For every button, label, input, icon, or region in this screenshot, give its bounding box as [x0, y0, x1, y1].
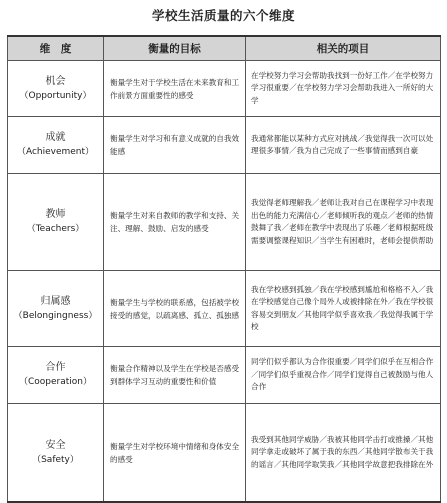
table-row	[8, 271, 441, 347]
header-dimension: 维 度	[8, 36, 104, 61]
dimension-name: 机会	[45, 75, 66, 87]
header-items: 相关的项目	[246, 36, 441, 61]
dimension-cell	[8, 61, 104, 117]
dimension-cell	[8, 347, 104, 404]
table-row	[8, 61, 441, 117]
table-row	[8, 347, 441, 404]
dimension-english: （Belongingness）	[13, 310, 98, 321]
header-row	[8, 36, 441, 61]
table-row	[8, 117, 441, 174]
dimension-english: （Teachers）	[26, 224, 85, 234]
goal-cell: 衡量学生对学习和有意义成就的自我效能感	[104, 117, 246, 174]
table-row	[8, 404, 441, 503]
dimension-english: （Achievement）	[16, 147, 95, 157]
items-cell: 我觉得老师理解我／老师让我对自己在课程学习中表现出色的能力充满信心／老师倾听我的观点／老师的热情鼓舞了我／老师在教学中表现出了乐趣／老师根据班级需要调整课程知识／当学生有困难时，老师会提供帮助	[246, 174, 441, 271]
dimension-name: 归属感	[40, 295, 71, 307]
items-cell: 同学们似乎都认为合作很重要／同学们似乎在互相合作／同学们似乎重视合作／同学们觉得自己被鼓励与他人合作	[246, 347, 441, 404]
dimension-name: 教师	[45, 209, 66, 220]
dimension-english: （Cooperation）	[18, 377, 92, 387]
goal-cell: 衡量学生对来自教师的教学和支持、关注、理解、鼓励、启发的感受	[104, 174, 246, 271]
items-cell: 我受到其他同学威胁／我被其他同学击打或推搡／其他同学拿走或破坏了属于我的东西／其他同学散布关于我的谣言／其他同学取笑我／其他同学故意把我排除在外	[246, 404, 441, 503]
dimension-english: （Safety）	[32, 454, 79, 465]
dimensions-table	[7, 35, 441, 503]
goal-cell: 衡量学生对学校环境中情绪和身体安全的感受	[104, 404, 246, 503]
dimension-cell	[8, 271, 104, 347]
dimension-cell	[8, 174, 104, 271]
items-cell: 我在学校感到孤独／我在学校感到尴尬和格格不入／我在学校感觉自己像个局外人或被排除在外／我在学校很容易交到朋友／其他同学似乎喜欢我／我觉得我属于学校	[246, 271, 441, 347]
table-row	[8, 174, 441, 271]
dimension-cell	[8, 404, 104, 503]
dimension-english: （Opportunity）	[19, 90, 92, 101]
dimension-name: 安全	[45, 439, 66, 451]
goal-cell: 衡量学生对于学校生活在未来教育和工作前景方面重要性的感受	[104, 61, 246, 117]
items-cell: 在学校努力学习会帮助我找到一份好工作／在学校努力学习很重要／在学校努力学习会帮助我进入一所好的大学	[246, 61, 441, 117]
header-goal: 衡量的目标	[104, 36, 246, 61]
goal-cell: 衡量合作精神以及学生在学校是否感受到群体学习互动的重要性和价值	[104, 347, 246, 404]
dimension-name: 成就	[45, 132, 66, 143]
goal-cell: 衡量学生与学校的联系感，包括被学校接受的感觉，以疏离感、孤立、孤独感	[104, 271, 246, 347]
dimension-cell	[8, 117, 104, 174]
items-cell: 我通常都能以某种方式应对挑战／我觉得我一次可以处理很多事情／我为自己完成了一些事情而感到自豪	[246, 117, 441, 174]
page-title: 学校生活质量的六个维度	[151, 8, 295, 23]
dimension-name: 合作	[45, 362, 66, 373]
